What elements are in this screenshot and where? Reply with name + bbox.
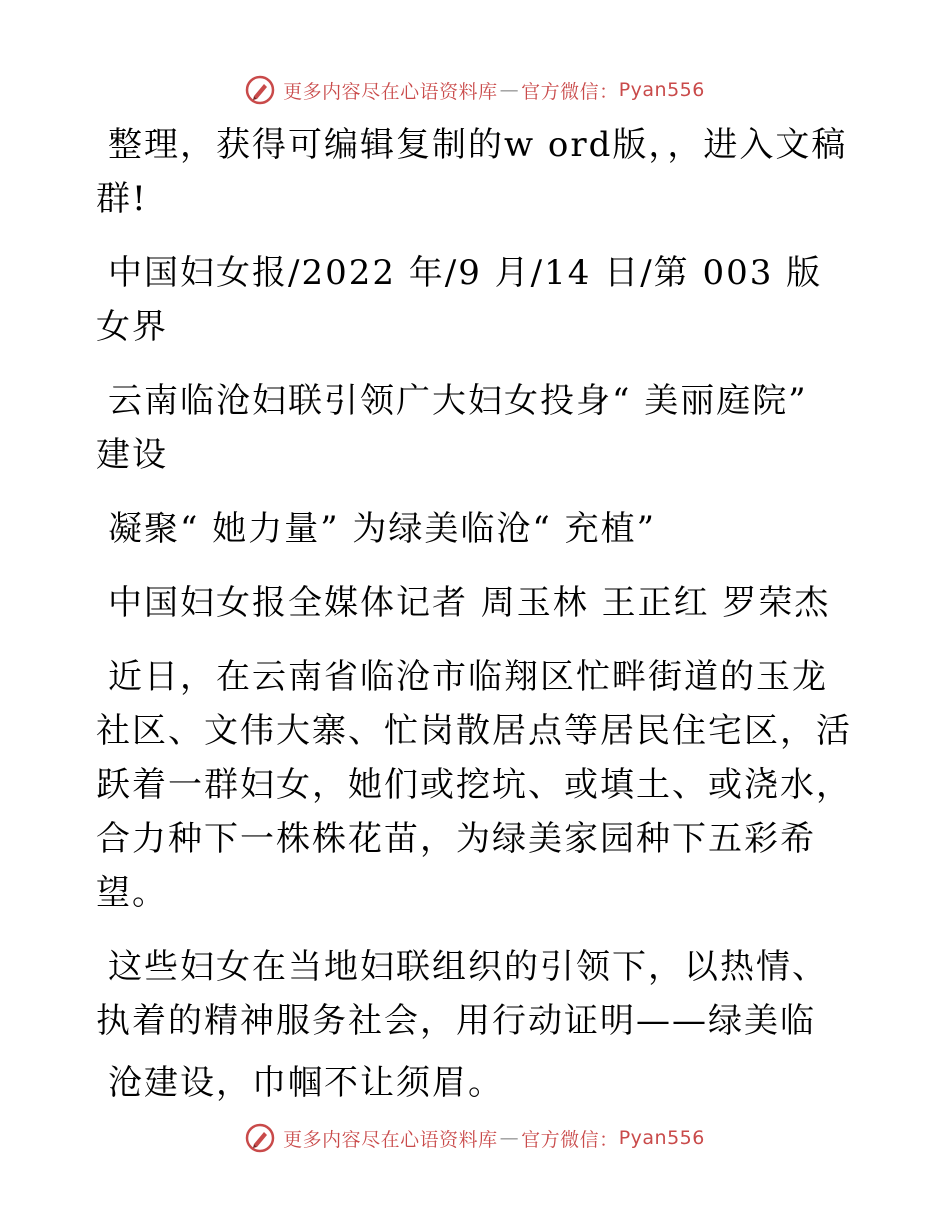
watermark-text: 更多内容尽在心语资料库 bbox=[283, 80, 498, 103]
pen-logo-icon bbox=[245, 75, 275, 105]
pen-logo-icon bbox=[245, 1123, 275, 1153]
paragraph-body-3: 沧建设，巾帼不让须眉。 bbox=[108, 1063, 504, 1103]
paragraph-subheadline: 凝聚“ 她力量” 为绿美临沧“ 充植” bbox=[108, 509, 656, 549]
document-body bbox=[96, 118, 856, 1130]
paragraph-body-2: 这些妇女在当地妇联组织的引领下，以热情、执着的精神服务社会，用行动证明——绿美临 bbox=[96, 947, 828, 1041]
paragraph-intro: 整理，获得可编辑复制的w ord版，，进入文稿群! bbox=[96, 125, 848, 219]
watermark-suffix: 官方微信： bbox=[521, 80, 619, 103]
watermark-text: 更多内容尽在心语资料库 bbox=[283, 1128, 498, 1151]
paragraph-byline: 中国妇女报全媒体记者 周玉林 王正红 罗荣杰 bbox=[108, 583, 831, 623]
paragraph-source: 中国妇女报/2022 年/9 月/14 日/第 003 版女界 bbox=[96, 253, 823, 347]
footer-watermark bbox=[0, 1118, 950, 1158]
watermark-dash: — bbox=[499, 1127, 520, 1149]
watermark-dash: — bbox=[499, 79, 520, 101]
watermark-id: Pyan556 bbox=[618, 79, 705, 101]
watermark-id: Pyan556 bbox=[618, 1127, 705, 1149]
paragraph-headline: 云南临沧妇联引领广大妇女投身“ 美丽庭院” 建设 bbox=[96, 381, 808, 475]
paragraph-body-1: 近日，在云南省临沧市临翔区忙畔街道的玉龙社区、文伟大寨、忙岗散居点等居民住宅区，活跃着一群妇女，她们或挖坑、或填土、或浇水，合力种下一株株花苗，为绿美家园种下五彩希望。 bbox=[96, 657, 852, 913]
watermark-suffix: 官方微信： bbox=[521, 1128, 619, 1151]
header-watermark bbox=[0, 70, 950, 110]
